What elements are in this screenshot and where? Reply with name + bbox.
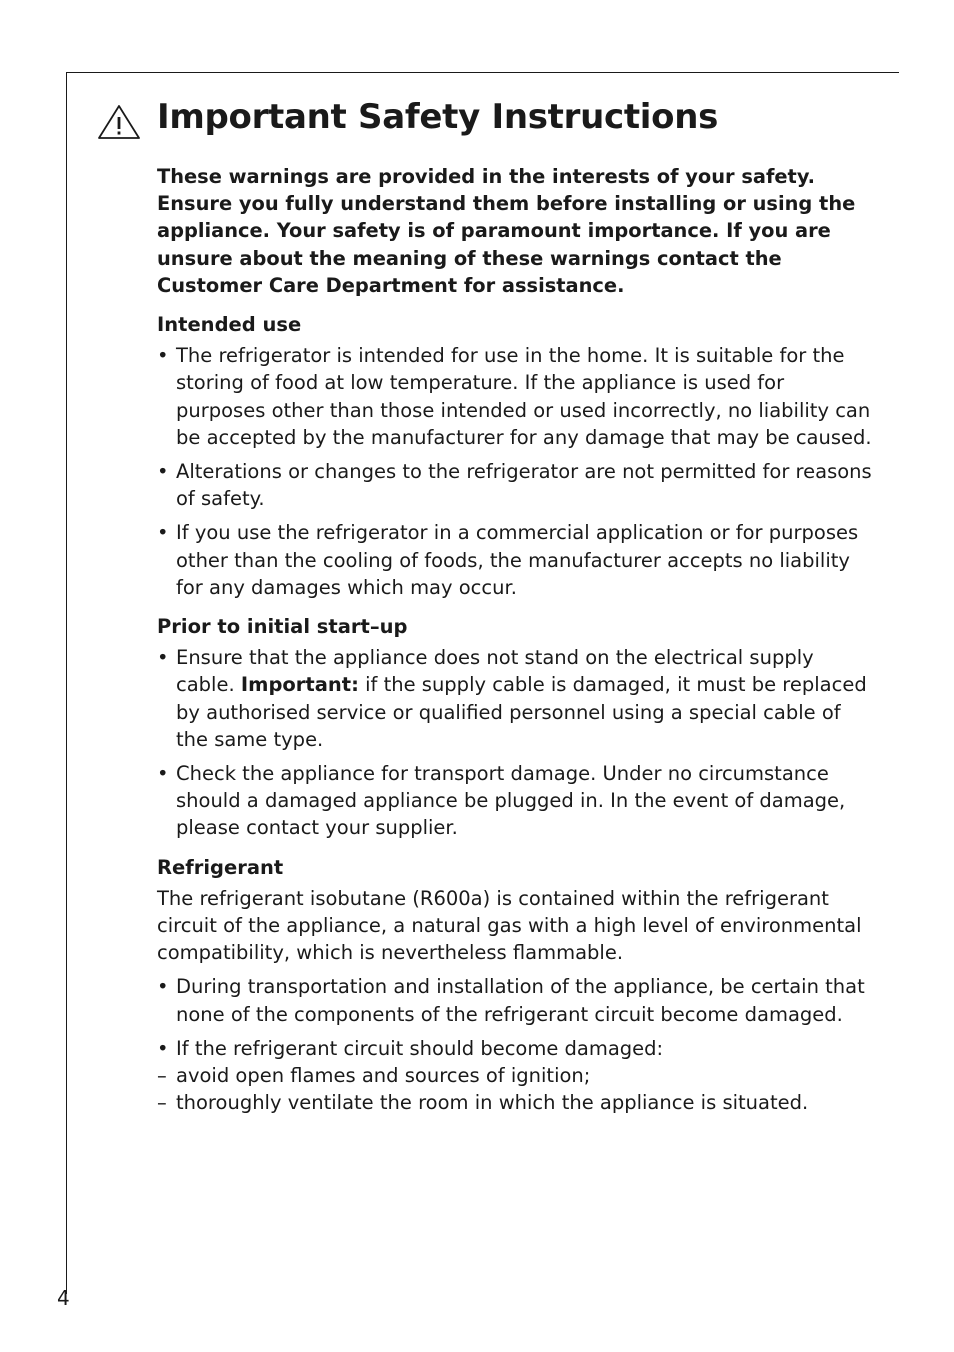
- section-heading-intended-use: Intended use: [157, 313, 302, 337]
- list-item: • The refrigerator is intended for use in the home. It is suitable for the storing of food at low temperature. If the appliance is used for purposes other than those intended or used incorrectly, no liability can be accepted by the manufacturer for any damage that may be caused.: [157, 344, 872, 449]
- dash-item: – avoid open flames and sources of ignition;: [157, 1062, 877, 1089]
- section-heading-refrigerant: Refrigerant: [157, 855, 284, 879]
- dash-mark: –: [157, 1064, 167, 1088]
- list-item: • If the refrigerant circuit should become damaged:: [157, 1035, 877, 1062]
- page-title: Important Safety Instructions: [157, 97, 719, 137]
- list-item: • Alterations or changes to the refrigerator are not permitted for reasons of safety.: [157, 460, 872, 511]
- important-label: Important:: [240, 673, 359, 697]
- bullet-mark: •: [157, 762, 169, 786]
- safety-intro: These warnings are provided in the interests of your safety. Ensure you fully understand them before installing or using the appliance. Your safety is of paramount importance. If you are unsure about the meaning of these warnings contact the Customer Care Department for assistance.: [157, 165, 856, 297]
- bullet-mark: •: [157, 521, 169, 545]
- dash-mark: –: [157, 1091, 167, 1115]
- section-heading-prior-start-up: Prior to initial start–up: [157, 615, 408, 639]
- dash-item: – thoroughly ventilate the room in which the appliance is situated.: [157, 1089, 877, 1116]
- refrigerant-paragraph: The refrigerant isobutane (R600a) is contained within the refrigerant circuit of the appliance, a natural gas with a high level of environmental compatibility, which is nevertheless flammable.: [157, 886, 862, 965]
- bullet-mark: •: [157, 646, 169, 670]
- bullet-mark: •: [157, 344, 169, 368]
- bullet-mark: •: [157, 1036, 169, 1060]
- top-rule: [66, 72, 899, 73]
- list-item: • If you use the refrigerator in a commercial application or for purposes other than the cooling of foods, the manufacturer accepts no liability for any damages which may occur.: [157, 521, 859, 599]
- list-item: • Ensure that the appliance does not stand on the electrical supply cable. Important: if the supply cable is damaged, it must be replaced by authorised service or qualified personnel using a special cable of the same type.: [157, 646, 867, 751]
- list-item: • During transportation and installation of the appliance, be certain that none of the components of the refrigerant circuit become damaged.: [157, 975, 865, 1026]
- page-number: 4: [57, 1286, 70, 1310]
- bullet-mark: •: [157, 975, 169, 999]
- bullet-mark: •: [157, 460, 169, 484]
- left-margin-rule: [66, 72, 67, 1294]
- document-body: [157, 163, 877, 1117]
- list-item: • Check the appliance for transport damage. Under no circumstance should a damaged appliance be plugged in. In the event of damage, please contact your supplier.: [157, 762, 846, 840]
- warning-triangle-icon: [96, 103, 142, 141]
